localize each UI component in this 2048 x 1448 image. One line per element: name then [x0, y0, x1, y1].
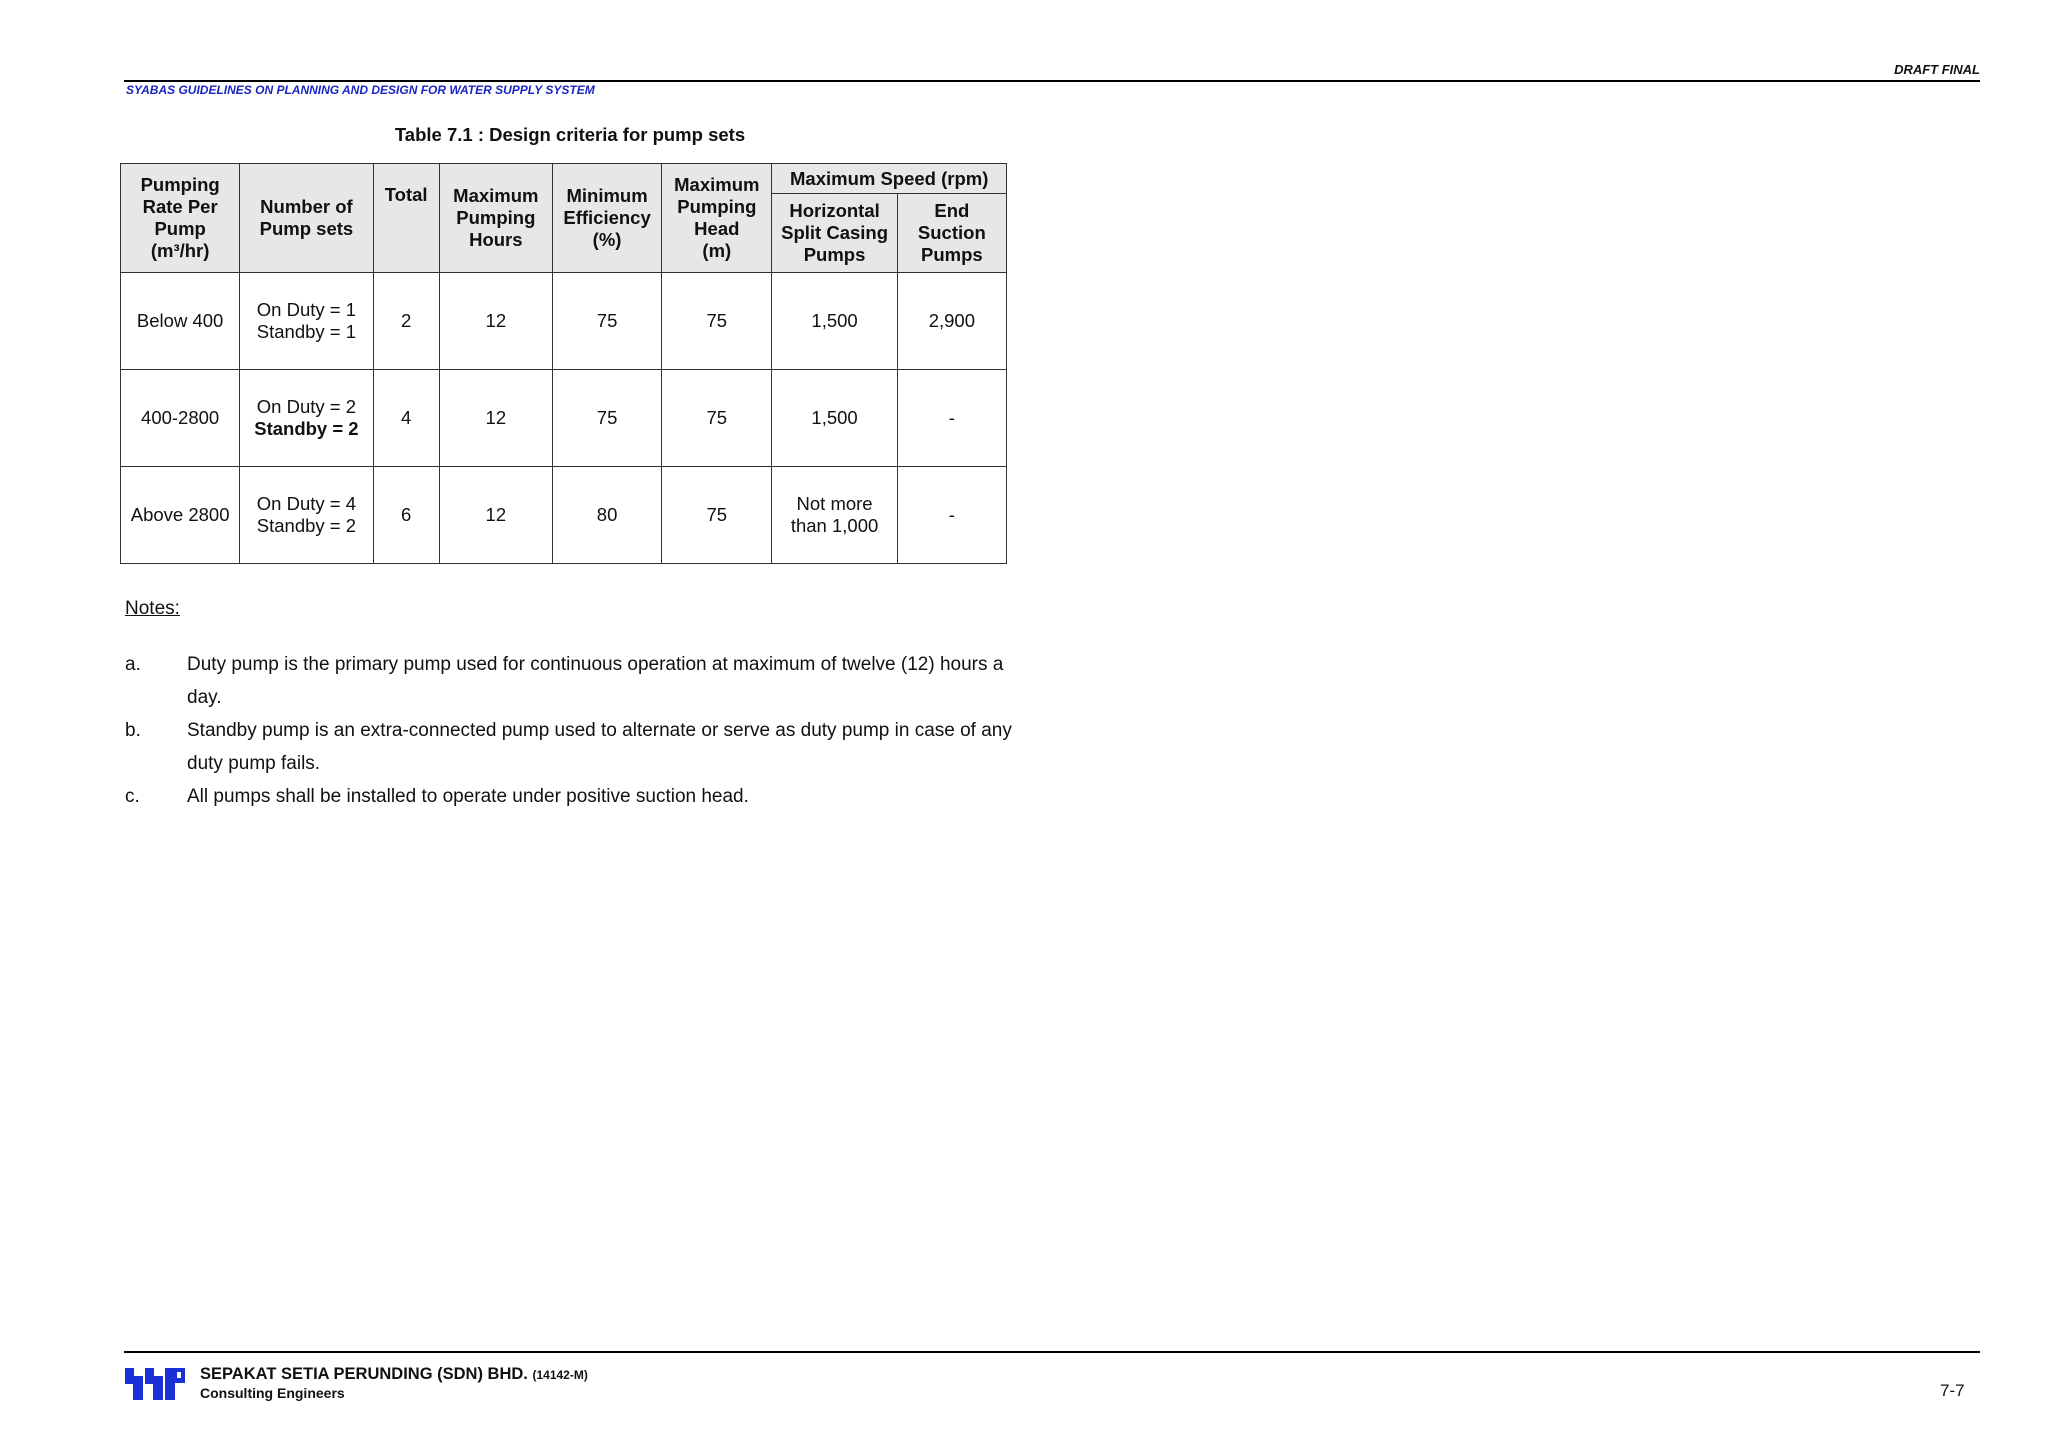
header-end-suction: End Suction Pumps — [897, 194, 1006, 273]
cell-total: 4 — [373, 370, 439, 467]
cell-horizontal-speed: 1,500 — [772, 273, 897, 370]
cell-pump-sets: On Duty = 2 Standby = 2 — [240, 370, 373, 467]
header-horizontal-split-casing: Horizontal Split Casing Pumps — [772, 194, 897, 273]
header-number-of-pump-sets: Number of Pump sets — [240, 164, 373, 273]
note-label: b. — [125, 720, 141, 741]
notes-heading: Notes: — [125, 598, 180, 619]
note-text-continued: day. — [187, 687, 222, 708]
note-label: a. — [125, 654, 141, 675]
header-max-pumping-hours: Maximum Pumping Hours — [439, 164, 552, 273]
cell-rate: Below 400 — [121, 273, 240, 370]
cell-pump-sets: On Duty = 4 Standby = 2 — [240, 467, 373, 564]
table-caption: Table 7.1 : Design criteria for pump sets — [394, 124, 746, 145]
cell-rate: 400-2800 — [121, 370, 240, 467]
company-name: SEPAKAT SETIA PERUNDING (SDN) BHD. (14142-M) — [200, 1365, 588, 1383]
header-max-speed: Maximum Speed (rpm) — [772, 164, 1007, 194]
note-text: Duty pump is the primary pump used for continuous operation at maximum of twelve (12) hours a — [187, 654, 1004, 675]
cell-total: 2 — [373, 273, 439, 370]
table-row — [121, 370, 1007, 467]
header-pumping-rate: Pumping Rate Per Pump (m³/hr) — [121, 164, 240, 273]
table-row — [121, 273, 1007, 370]
note-text: All pumps shall be installed to operate under positive suction head. — [187, 786, 749, 807]
cell-end-suction-speed: - — [897, 370, 1006, 467]
company-logo-icon — [125, 1367, 185, 1401]
note-text-continued: duty pump fails. — [187, 753, 321, 774]
cell-total: 6 — [373, 467, 439, 564]
cell-head: 75 — [662, 370, 772, 467]
cell-efficiency: 75 — [552, 273, 661, 370]
cell-hours: 12 — [439, 467, 552, 564]
header-rule — [124, 80, 1980, 82]
cell-rate: Above 2800 — [121, 467, 240, 564]
cell-head: 75 — [662, 467, 772, 564]
header-min-efficiency: Minimum Efficiency (%) — [552, 164, 661, 273]
header-total: Total — [373, 164, 439, 273]
footer-rule — [124, 1351, 1980, 1353]
cell-efficiency: 75 — [552, 370, 661, 467]
cell-end-suction-speed: 2,900 — [897, 273, 1006, 370]
note-text: Standby pump is an extra-connected pump used to alternate or serve as duty pump in case of any — [187, 720, 1012, 741]
cell-horizontal-speed: 1,500 — [772, 370, 897, 467]
cell-hours: 12 — [439, 370, 552, 467]
cell-pump-sets: On Duty = 1 Standby = 1 — [240, 273, 373, 370]
company-subtitle: Consulting Engineers — [200, 1385, 345, 1401]
cell-end-suction-speed: - — [897, 467, 1006, 564]
table-row — [121, 467, 1007, 564]
cell-hours: 12 — [439, 273, 552, 370]
note-label: c. — [125, 786, 140, 807]
cell-horizontal-speed: Not more than 1,000 — [772, 467, 897, 564]
page-number: 7-7 — [1940, 1381, 1965, 1400]
pump-criteria-table — [120, 163, 1007, 564]
cell-head: 75 — [662, 273, 772, 370]
guideline-title: SYABAS GUIDELINES ON PLANNING AND DESIGN FOR WATER SUPPLY SYSTEM — [126, 83, 595, 97]
header-max-pumping-head: Maximum Pumping Head (m) — [662, 164, 772, 273]
cell-efficiency: 80 — [552, 467, 661, 564]
company-reg-no: (14142-M) — [532, 1368, 588, 1382]
draft-label: DRAFT FINAL — [1894, 62, 1980, 77]
